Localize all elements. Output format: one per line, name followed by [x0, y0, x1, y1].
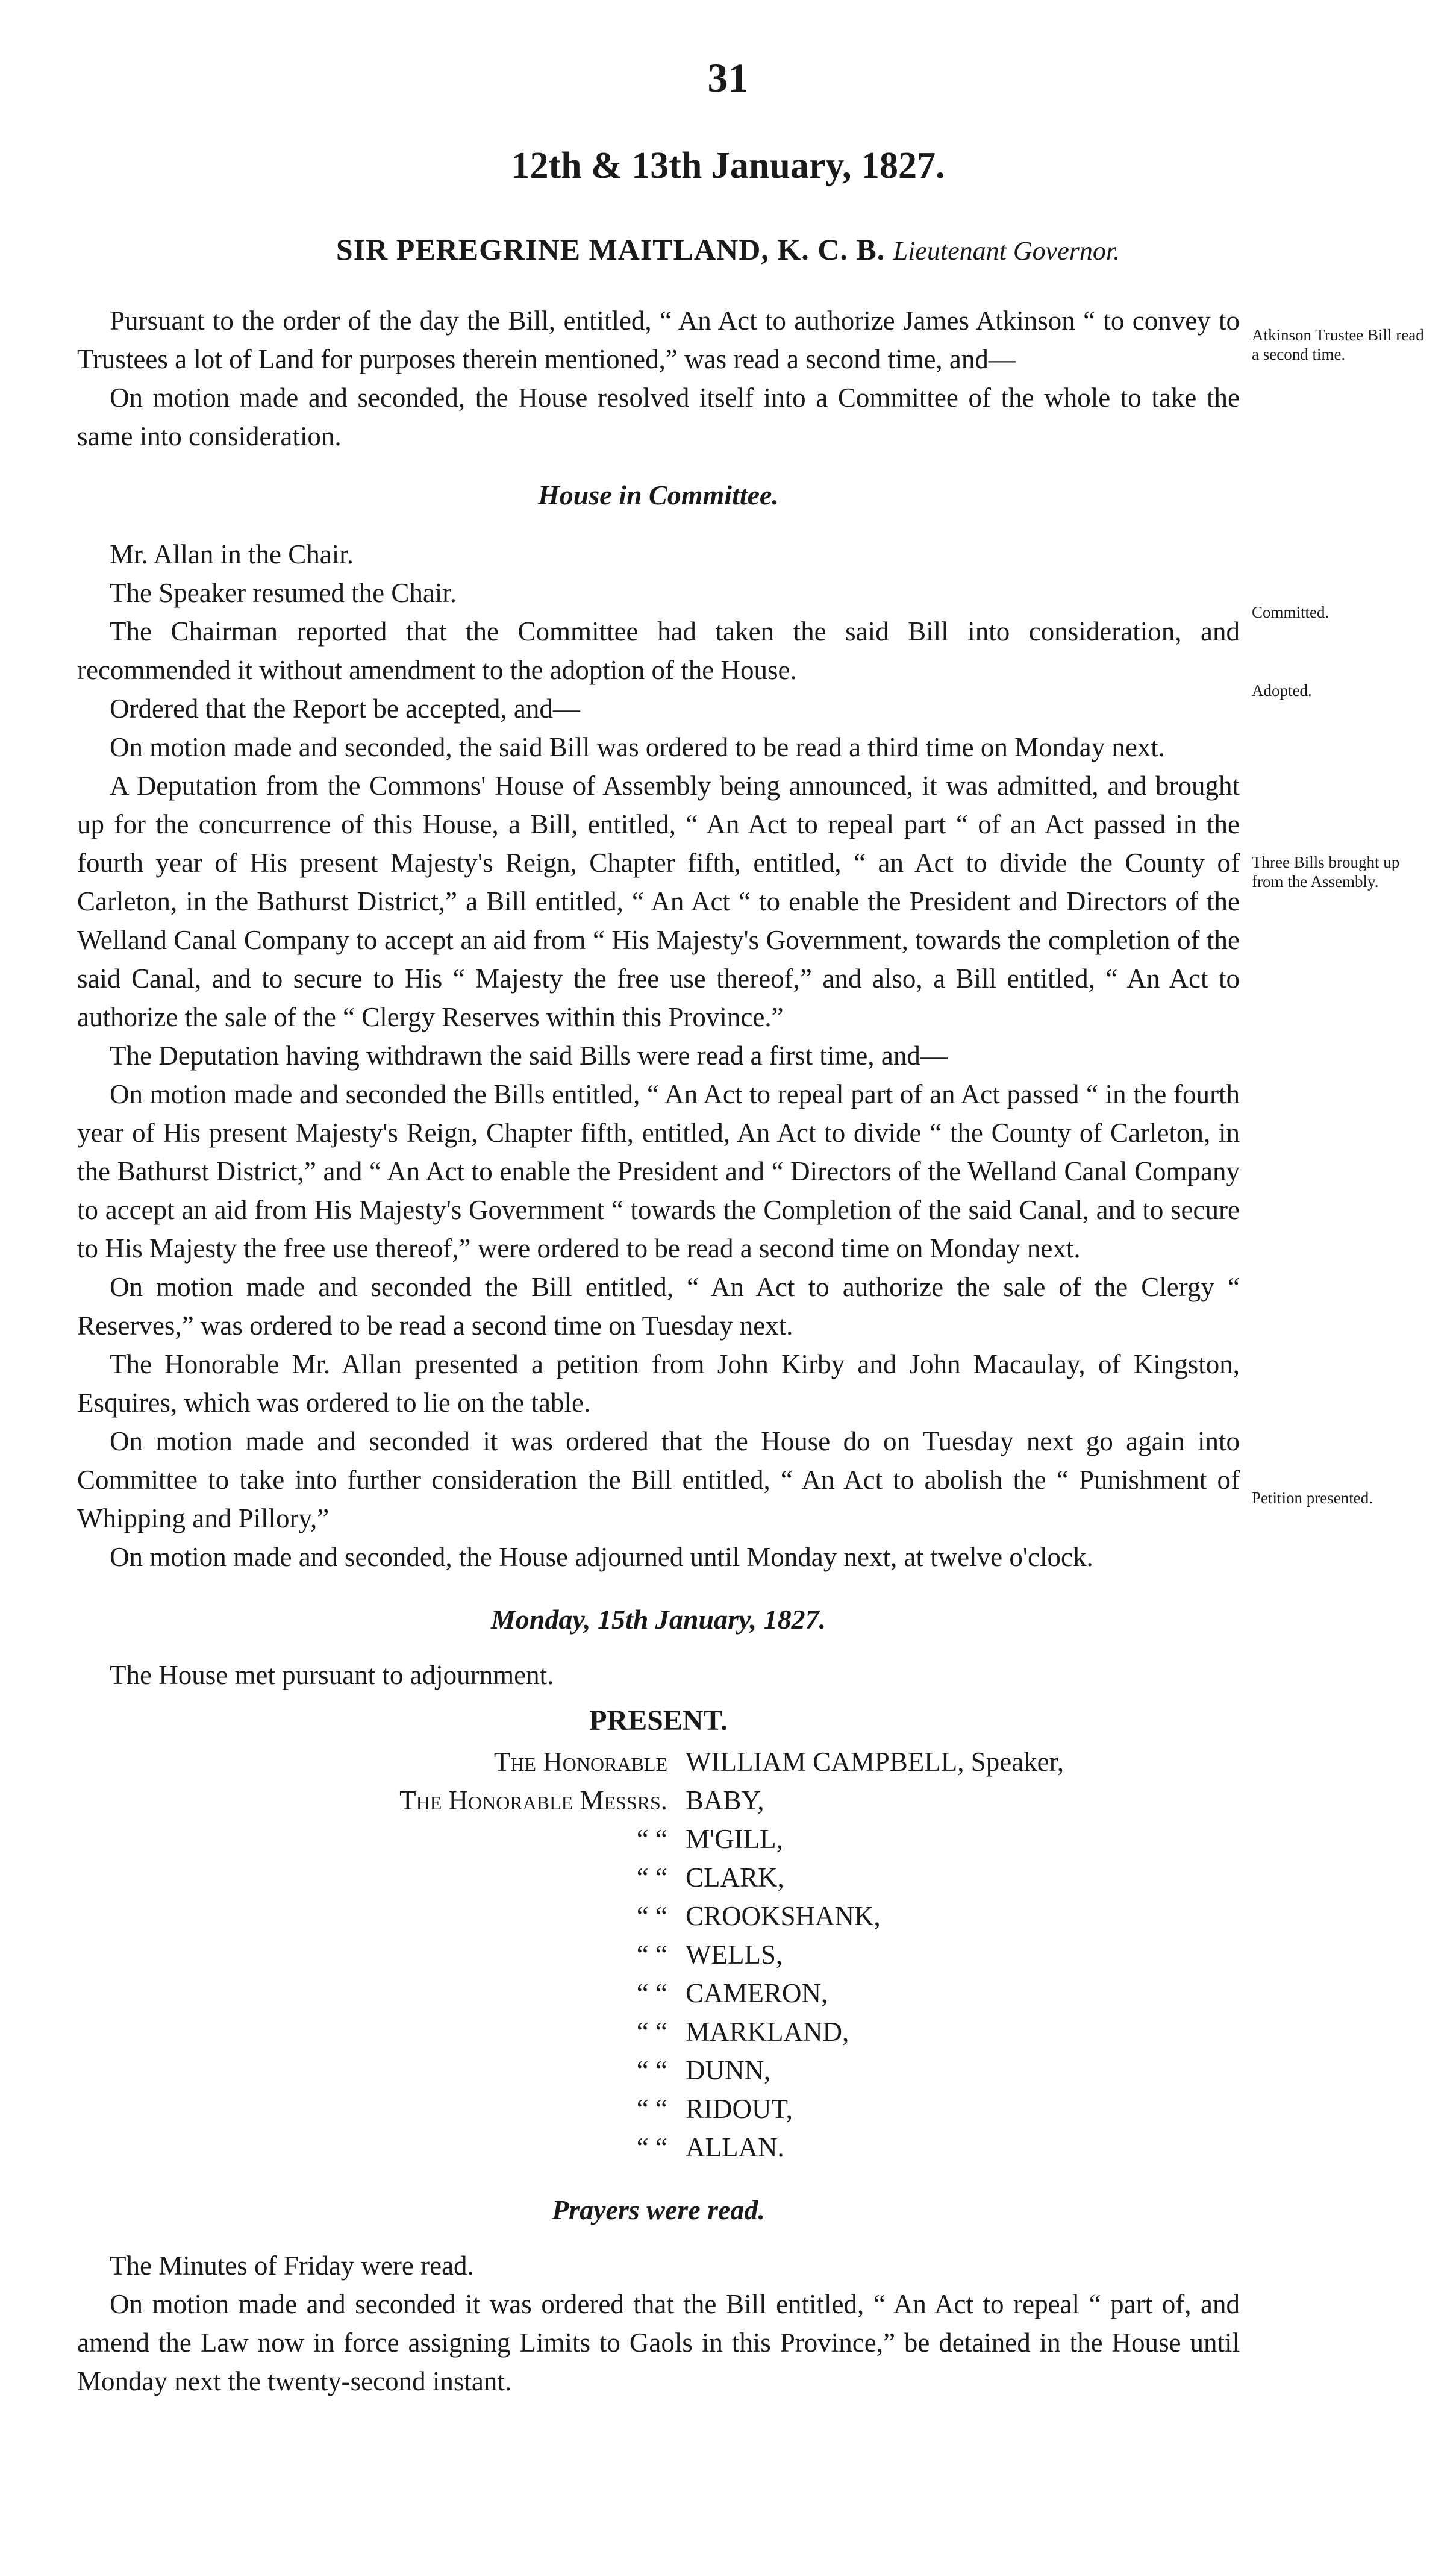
paragraph: The Speaker resumed the Chair. — [110, 578, 457, 608]
member-prefix: “ “ — [636, 1940, 667, 1970]
member-name: CROOKSHANK, — [686, 1901, 881, 1931]
member-prefix: “ “ — [636, 2017, 667, 2047]
margin-note: Adopted. — [1252, 681, 1312, 700]
member-row — [77, 1935, 1240, 1974]
prayers-heading: Prayers were read. — [552, 2194, 765, 2225]
member-row — [77, 2090, 1240, 2128]
member-row — [77, 2051, 1240, 2090]
member-name: CAMERON, — [686, 1978, 828, 2008]
member-row — [77, 1781, 1240, 1820]
member-row — [77, 1897, 1240, 1935]
paragraph: The Minutes of Friday were read. — [110, 2250, 474, 2281]
paragraph: On motion made and seconded the Bills entitled, “ An Act to repeal part of an Act passed “ in the fourth year of His present Majesty's Reign, Chapter fifth, entitled, An Act to divide “ the County of Carleton, in the Bathurst District,” and “ An Act to enable the President and “ Directors of the Welland Canal Company to accept an aid from His Majesty's Government “ towards the Completion of the said Canal, and to secure to His Majesty the free use thereof,” were ordered to be read a second time on Monday next. — [77, 1079, 1240, 1264]
member-name: MARKLAND, — [686, 2017, 849, 2047]
paragraph: On motion made and seconded, the said Bill was ordered to be read a third time on Monday next. — [110, 732, 1166, 762]
member-prefix: The Honorable — [493, 1747, 667, 1777]
paragraph: On motion made and seconded the Bill entitled, “ An Act to authorize the sale of the Clergy “ Reserves,” was ordered to be read a second time on Tuesday next. — [77, 1272, 1240, 1341]
margin-note: Committed. — [1252, 603, 1329, 621]
paragraph: Pursuant to the order of the day the Bill, entitled, “ An Act to authorize James Atkinson “ to convey to Trustees a lot of Land for purposes therein mentioned,” was read a second time, and— — [77, 305, 1240, 374]
member-name: M'GILL, — [686, 1824, 783, 1854]
members-list — [77, 1743, 1240, 2167]
margin-note: Three Bills brought up from the Assembly. — [1252, 853, 1400, 891]
member-row — [77, 1743, 1240, 1781]
member-prefix: “ “ — [636, 2094, 667, 2124]
member-name: BABY, — [686, 1785, 764, 1815]
journal-body — [77, 301, 1240, 2401]
paragraph: The Honorable Mr. Allan presented a petition from John Kirby and John Macaulay, of Kingston, Esquires, which was ordered to lie on the table. — [77, 1349, 1240, 1418]
paragraph: On motion made and seconded it was ordered that the House do on Tuesday next go again into Committee to take into further consideration the Bill entitled, “ An Act to abolish the “ Punishment of Whipping and Pillory,” — [77, 1426, 1240, 1533]
governor-title: Lieutenant Governor. — [893, 236, 1120, 266]
member-row — [77, 2012, 1240, 2051]
monday-heading: Monday, 15th January, 1827. — [490, 1604, 826, 1635]
member-name: WELLS, — [686, 1940, 783, 1970]
governor-line — [0, 232, 1456, 267]
date-heading: 12th & 13th January, 1827. — [511, 145, 945, 186]
paragraph: On motion made and seconded it was ordered that the Bill entitled, “ An Act to repeal “ part of, and amend the Law now in force assigning Limits to Gaols in this Province,” be detained in the House until Monday next the twenty-second instant. — [77, 2289, 1240, 2396]
member-prefix: “ “ — [636, 1901, 667, 1931]
member-name: DUNN, — [686, 2055, 771, 2085]
margin-note: Atkinson Trustee Bill read a second time. — [1252, 326, 1424, 363]
member-row — [77, 1858, 1240, 1897]
paragraph: The Deputation having withdrawn the said Bills were read a first time, and— — [110, 1041, 948, 1071]
paragraph: Mr. Allan in the Chair. — [110, 539, 354, 569]
page-number: 31 — [707, 55, 749, 101]
governor-name: SIR PEREGRINE MAITLAND, K. C. B. — [336, 233, 886, 266]
member-name: WILLIAM CAMPBELL, Speaker, — [686, 1747, 1064, 1777]
member-prefix: “ “ — [636, 1824, 667, 1854]
paragraph: On motion made and seconded, the House resolved itself into a Committee of the whole to take the same into consideration. — [77, 383, 1240, 451]
paragraph: Ordered that the Report be accepted, and— — [110, 694, 580, 724]
paragraph: The Chairman reported that the Committee had taken the said Bill into consideration, and recommended it without amendment to the adoption of the House. — [77, 616, 1240, 685]
member-prefix: The Honorable Messrs. — [399, 1785, 667, 1815]
member-name: ALLAN. — [686, 2132, 784, 2163]
member-prefix: “ “ — [636, 2132, 667, 2163]
member-row — [77, 1820, 1240, 1858]
paragraph: A Deputation from the Commons' House of Assembly being announced, it was admitted, and brought up for the concurrence of this House, a Bill, entitled, “ An Act to repeal part “ of an Act passed in the fourth year of His present Majesty's Reign, Chapter fifth, entitled, “ an Act to divide the County of Carleton, in the Bathurst District,” a Bill entitled, “ An Act “ to enable the President and Directors of the Welland Canal Company to accept an aid from “ His Majesty's Government, towards the completion of the said Canal, and to secure to His “ Majesty the free use thereof,” and also, a Bill entitled, “ An Act to authorize the sale of the “ Clergy Reserves within this Province.” — [77, 771, 1240, 1032]
member-row — [77, 2128, 1240, 2167]
member-prefix: “ “ — [636, 1862, 667, 1893]
paragraph: The House met pursuant to adjournment. — [110, 1660, 554, 1690]
member-prefix: “ “ — [636, 1978, 667, 2008]
committee-heading: House in Committee. — [538, 480, 779, 510]
paragraph: On motion made and seconded, the House adjourned until Monday next, at twelve o'clock. — [110, 1542, 1093, 1572]
present-heading: PRESENT. — [589, 1705, 728, 1737]
member-name: CLARK, — [686, 1862, 784, 1893]
member-name: RIDOUT, — [686, 2094, 793, 2124]
margin-note: Petition presented. — [1252, 1489, 1373, 1507]
member-row — [77, 1974, 1240, 2012]
member-prefix: “ “ — [636, 2055, 667, 2085]
